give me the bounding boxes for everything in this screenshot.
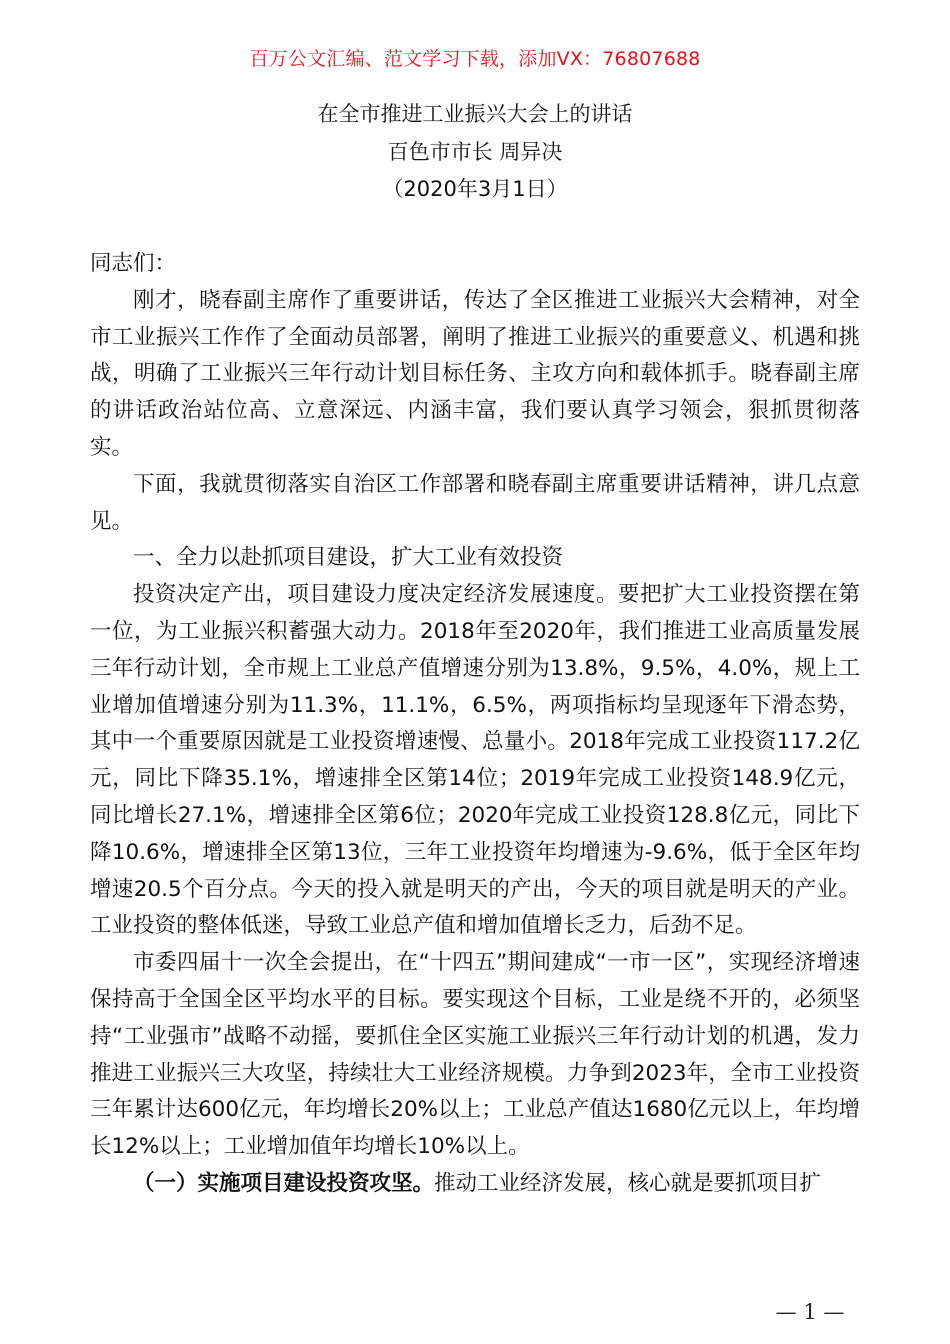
paragraph-3: 投资决定产出，项目建设力度决定经济发展速度。要把扩大工业投资摆在第一位，为工业振兴积蓄强大动力。2018年至2020年，我们推进工业高质量发展三年行动计划，全市规上工业总产值增速分别为13.8%，9.5%，4.0%，规上工业增加值增速分别为11.3%，11.1%，6.5%，两项指标均呈现逐年下滑态势，其中一个重要原因就是工业投资增速慢、总量小。2018年完成工业投资117.2亿元，同比下降35.1%，增速排全区第14位；2019年完成工业投资148.9亿元，同比增长27.1%，增速排全区第6位；2020年完成工业投资128.8亿元，同比下降10.6%，增速排全区第13位，三年工业投资年均增速为-9.6%，低于全区年均增速20.5个百分点。今天的投入就是明天的产出，今天的项目就是明天的产业。工业投资的整体低迷，导致工业总产值和增加值增长乏力，后劲不足。	[90, 582, 860, 939]
page-number: — 1 —	[775, 1300, 845, 1324]
section-heading-1: 一、全力以赴抓项目建设，扩大工业有效投资	[133, 545, 564, 571]
watermark-text: 百万公文汇编、范文学习下载，添加VX：76807688	[249, 48, 701, 70]
paragraph-1: 刚才，晓春副主席作了重要讲话，传达了全区推进工业振兴大会精神，对全市工业振兴工作作了全面动员部署，阐明了推进工业振兴的重要意义、机遇和挑战，明确了工业振兴三年行动计划目标任务、主攻方向和载体抓手。晓春副主席的讲话政治站位高、立意深远、内涵丰富，我们要认真学习领会，狠抓贯彻落实。	[90, 287, 860, 460]
speech-author: 百色市市长 周异决	[387, 140, 563, 164]
paragraph-2: 下面，我就贯彻落实自治区工作部署和晓春副主席重要讲话精神，讲几点意见。	[90, 471, 860, 534]
document-body	[90, 246, 860, 1203]
speech-title: 在全市推进工业振兴大会上的讲话	[317, 102, 633, 126]
paragraph-5-text: 推动工业经济发展，核心就是要抓项目扩	[434, 1170, 822, 1196]
salutation: 同志们：	[90, 251, 177, 276]
paragraph-4: 市委四届十一次全会提出，在“十四五”期间建成“一市一区”，实现经济增速保持高于全国全区平均水平的目标。要实现这个目标，工业是绕不开的，必须坚持“工业强市”战略不动摇，要抓住全区实施工业振兴三年行动计划的机遇，发力推进工业振兴三大攻坚，持续壮大工业经济规模。力争到2023年，全市工业投资三年累计达600亿元，年均增长20%以上；工业总产值达1680亿元以上，年均增长12%以上；工业增加值年均增长10%以上。	[90, 950, 860, 1160]
subsection-heading-1: （一）实施项目建设投资攻坚。	[133, 1170, 435, 1196]
speech-date: （2020年3月1日）	[382, 177, 568, 201]
paragraph-5	[90, 1166, 860, 1203]
